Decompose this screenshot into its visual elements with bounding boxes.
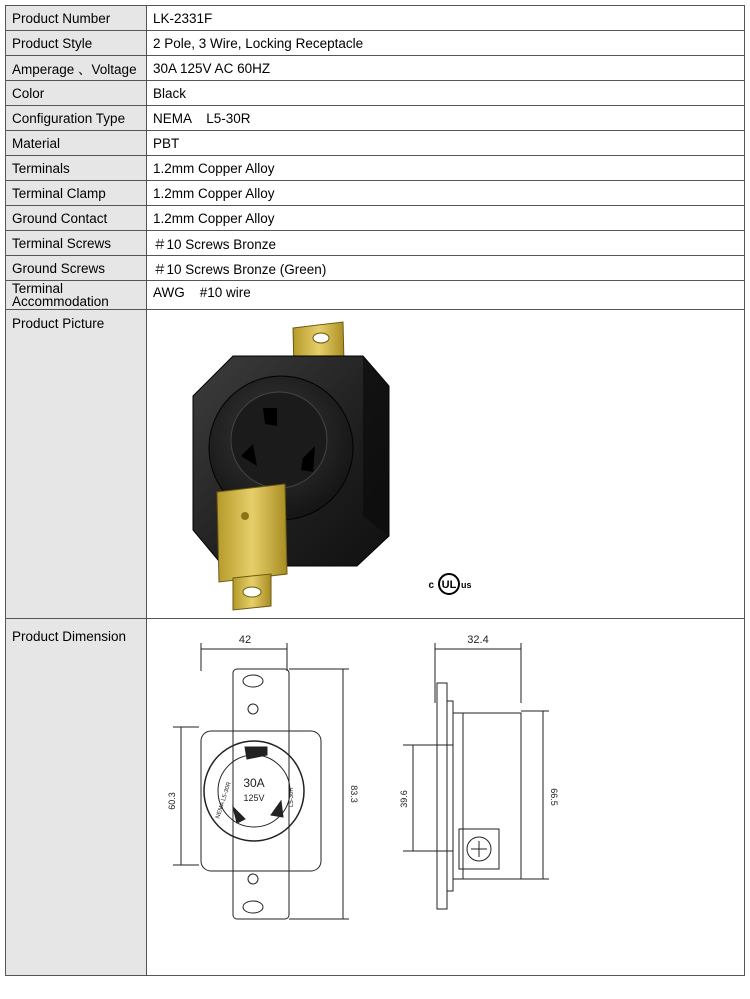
spec-value: ＃10 Screws Bronze (Green) bbox=[147, 256, 745, 281]
spec-row bbox=[6, 231, 745, 256]
spec-value: 30A 125V AC 60HZ bbox=[147, 56, 745, 81]
side-view bbox=[399, 634, 559, 909]
spec-label-line: Terminal bbox=[12, 281, 64, 296]
receptacle-photo bbox=[153, 316, 743, 612]
spec-value: LK-2331F bbox=[147, 6, 745, 31]
spec-label: Terminal Clamp bbox=[6, 181, 147, 206]
spec-label: Configuration Type bbox=[6, 106, 147, 131]
front-total-height: 83.3 bbox=[349, 785, 359, 803]
spec-label: Product Style bbox=[6, 31, 147, 56]
spec-label: Terminals bbox=[6, 156, 147, 181]
spec-label: Amperage 、Voltage bbox=[6, 56, 147, 81]
ul-us-text: us bbox=[461, 580, 472, 590]
front-face-volt: 125V bbox=[243, 793, 265, 803]
spec-value: Black bbox=[147, 81, 745, 106]
spec-label: Ground Screws bbox=[6, 256, 147, 281]
spec-row bbox=[6, 31, 745, 56]
dimension-row bbox=[6, 619, 745, 976]
spec-value: 1.2mm Copper Alloy bbox=[147, 181, 745, 206]
front-width-label: 42 bbox=[238, 634, 252, 646]
spec-label: Terminal Screws bbox=[6, 231, 147, 256]
ul-text: UL bbox=[441, 579, 457, 591]
picture-label: Product Picture bbox=[6, 310, 147, 619]
spec-row bbox=[6, 256, 745, 281]
spec-label: Ground Contact bbox=[6, 206, 147, 231]
spec-label: Material bbox=[6, 131, 147, 156]
dimension-drawing bbox=[153, 629, 743, 965]
spec-row bbox=[6, 281, 745, 310]
picture-cell bbox=[147, 310, 745, 619]
spec-value: 1.2mm Copper Alloy bbox=[147, 206, 745, 231]
spec-value: NEMA L5-30R bbox=[147, 106, 745, 131]
front-view bbox=[167, 634, 359, 919]
spec-table bbox=[5, 5, 745, 976]
spec-value: PBT bbox=[147, 131, 745, 156]
spec-row bbox=[6, 181, 745, 206]
spec-value: AWG #10 wire bbox=[147, 281, 745, 310]
dimension-label: Product Dimension bbox=[6, 619, 147, 976]
spec-row bbox=[6, 156, 745, 181]
front-inner-height: 60.3 bbox=[167, 792, 177, 810]
side-total-height: 66.5 bbox=[549, 788, 559, 806]
spec-label-line: Accommodation bbox=[12, 294, 109, 309]
spec-row bbox=[6, 131, 745, 156]
ul-c-text: c bbox=[428, 580, 434, 591]
side-body-height: 39.6 bbox=[399, 790, 409, 808]
spec-row bbox=[6, 56, 745, 81]
ul-listing-mark bbox=[428, 574, 471, 594]
spec-label: Product Number bbox=[6, 6, 147, 31]
front-face-amp: 30A bbox=[243, 776, 265, 790]
spec-value: ＃10 Screws Bronze bbox=[147, 231, 745, 256]
spec-row bbox=[6, 6, 745, 31]
spec-label bbox=[6, 281, 147, 310]
front-ring-left: NEMA L5-30R bbox=[215, 781, 233, 820]
picture-row bbox=[6, 310, 745, 619]
spec-row bbox=[6, 81, 745, 106]
spec-value: 1.2mm Copper Alloy bbox=[147, 156, 745, 181]
spec-label: Color bbox=[6, 81, 147, 106]
front-ring-right: L5-30R bbox=[289, 787, 295, 807]
side-depth-label: 32.4 bbox=[467, 634, 489, 646]
spec-row bbox=[6, 206, 745, 231]
spec-value: 2 Pole, 3 Wire, Locking Receptacle bbox=[147, 31, 745, 56]
spec-row bbox=[6, 106, 745, 131]
dimension-cell bbox=[147, 619, 745, 976]
